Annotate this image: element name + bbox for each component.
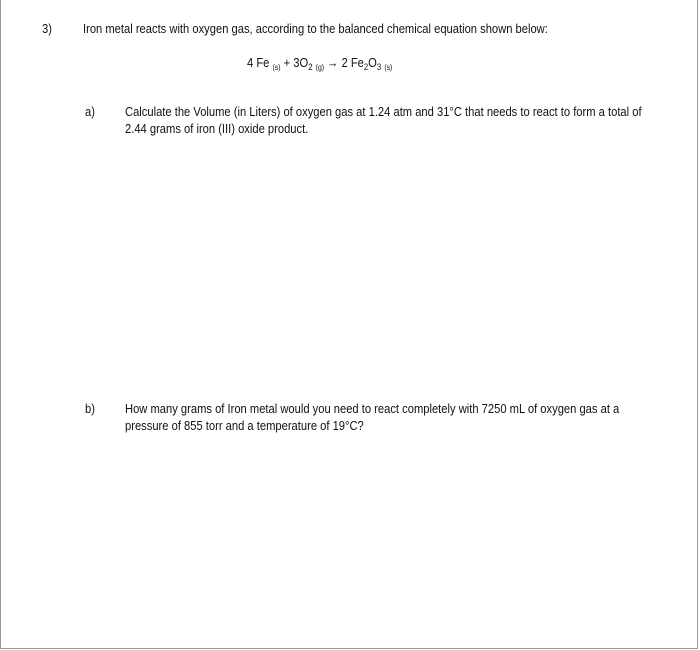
reactant1-formula: Fe bbox=[256, 55, 270, 70]
question-number: 3) bbox=[42, 21, 52, 36]
product-subscript1: 2 bbox=[363, 62, 369, 72]
reactant2-coefficient: 3 bbox=[293, 55, 300, 70]
part-b-text: How many grams of Iron metal would you need to react completely with 7250 mL of oxygen gas at a pressure of 855 torr and a temperature of 19°C? bbox=[125, 401, 620, 433]
product-formula-part1: Fe bbox=[350, 55, 364, 70]
reaction-arrow: → bbox=[327, 55, 339, 70]
reactant2-subscript: 2 bbox=[308, 62, 313, 72]
part-a-text: Calculate the Volume (in Liters) of oxygen gas at 1.24 atm and 31°C that needs to react to form a total of 2.44 grams of iron (III) oxide product. bbox=[125, 104, 642, 136]
product-subscript2: 3 bbox=[376, 62, 382, 72]
product-formula-part2: O bbox=[368, 55, 377, 70]
product-state: (s) bbox=[384, 63, 393, 72]
reactant1-state: (s) bbox=[272, 63, 281, 72]
reactant2-formula: O bbox=[299, 55, 309, 70]
reactant1-coefficient: 4 bbox=[247, 55, 254, 70]
product-coefficient: 2 bbox=[341, 55, 348, 70]
part-a-label: a) bbox=[85, 104, 95, 119]
chemical-equation bbox=[247, 54, 392, 76]
reactant2-state: (g) bbox=[315, 63, 325, 72]
question-stem: Iron metal reacts with oxygen gas, according to the balanced chemical equation shown below: bbox=[83, 21, 548, 36]
plus-sign: + bbox=[283, 55, 291, 70]
part-b-label: b) bbox=[85, 401, 95, 416]
